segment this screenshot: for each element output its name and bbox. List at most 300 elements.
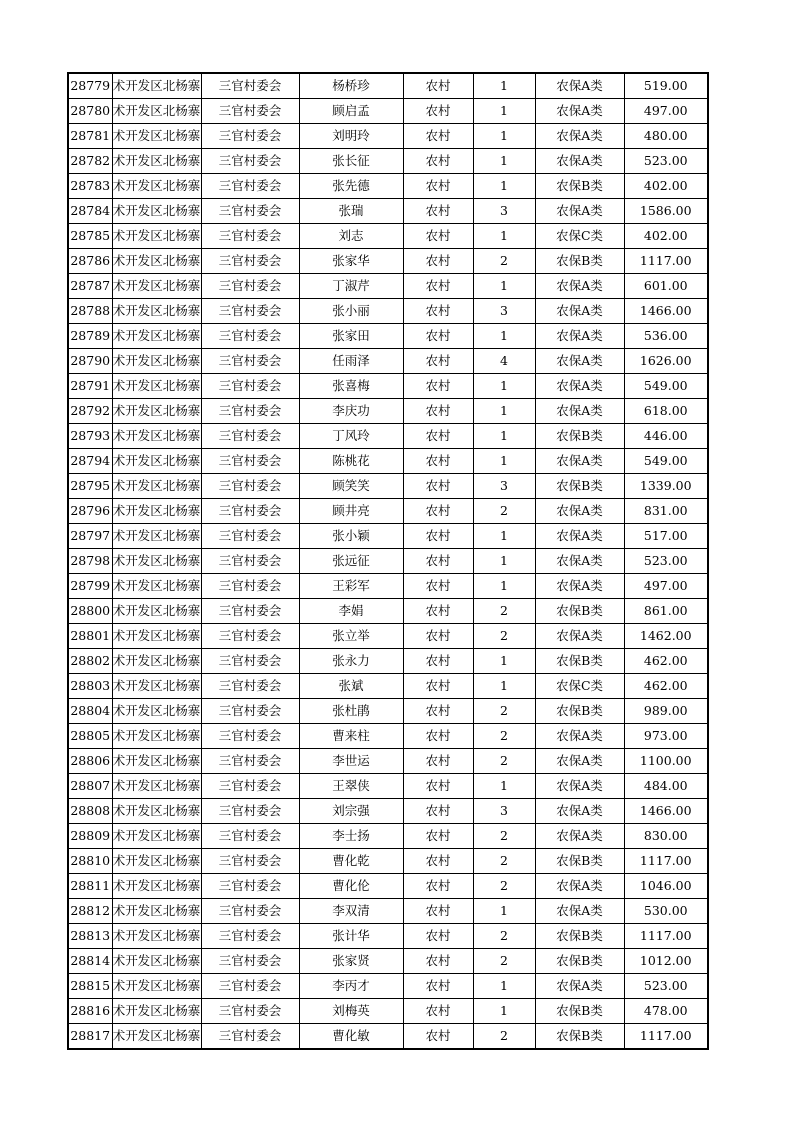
village-committee-cell: 三官村委会 xyxy=(201,549,299,574)
table-row xyxy=(68,874,708,899)
town-cell: 术开发区北杨寨 xyxy=(112,399,201,424)
town-cell: 术开发区北杨寨 xyxy=(112,73,201,99)
member-count-cell: 3 xyxy=(473,474,535,499)
table-row xyxy=(68,574,708,599)
record-id-cell: 28801 xyxy=(68,624,112,649)
record-id-cell: 28805 xyxy=(68,724,112,749)
village-committee-cell: 三官村委会 xyxy=(201,999,299,1024)
record-id-cell: 28815 xyxy=(68,974,112,999)
household-type-cell: 农村 xyxy=(403,774,473,799)
record-id-cell: 28784 xyxy=(68,199,112,224)
member-count-cell: 1 xyxy=(473,999,535,1024)
table-row xyxy=(68,799,708,824)
amount-cell: 462.00 xyxy=(624,649,708,674)
record-id-cell: 28783 xyxy=(68,174,112,199)
table-row xyxy=(68,524,708,549)
member-count-cell: 1 xyxy=(473,649,535,674)
household-type-cell: 农村 xyxy=(403,449,473,474)
village-committee-cell: 三官村委会 xyxy=(201,899,299,924)
village-committee-cell: 三官村委会 xyxy=(201,249,299,274)
member-count-cell: 2 xyxy=(473,849,535,874)
member-count-cell: 2 xyxy=(473,599,535,624)
town-cell: 术开发区北杨寨 xyxy=(112,724,201,749)
member-count-cell: 1 xyxy=(473,224,535,249)
member-count-cell: 1 xyxy=(473,674,535,699)
village-committee-cell: 三官村委会 xyxy=(201,99,299,124)
record-id-cell: 28782 xyxy=(68,149,112,174)
name-cell: 曹化敏 xyxy=(299,1024,403,1050)
name-cell: 张永力 xyxy=(299,649,403,674)
subsidy-table xyxy=(67,72,709,1050)
amount-cell: 523.00 xyxy=(624,149,708,174)
village-committee-cell: 三官村委会 xyxy=(201,299,299,324)
amount-cell: 523.00 xyxy=(624,549,708,574)
member-count-cell: 1 xyxy=(473,549,535,574)
member-count-cell: 2 xyxy=(473,949,535,974)
insurance-category-cell: 农保A类 xyxy=(535,499,624,524)
member-count-cell: 1 xyxy=(473,774,535,799)
member-count-cell: 1 xyxy=(473,73,535,99)
table-row xyxy=(68,1024,708,1050)
table-row xyxy=(68,699,708,724)
name-cell: 刘梅英 xyxy=(299,999,403,1024)
table-row xyxy=(68,974,708,999)
record-id-cell: 28804 xyxy=(68,699,112,724)
town-cell: 术开发区北杨寨 xyxy=(112,124,201,149)
town-cell: 术开发区北杨寨 xyxy=(112,249,201,274)
amount-cell: 973.00 xyxy=(624,724,708,749)
town-cell: 术开发区北杨寨 xyxy=(112,974,201,999)
amount-cell: 1046.00 xyxy=(624,874,708,899)
record-id-cell: 28806 xyxy=(68,749,112,774)
record-id-cell: 28785 xyxy=(68,224,112,249)
table-row xyxy=(68,274,708,299)
household-type-cell: 农村 xyxy=(403,924,473,949)
amount-cell: 1117.00 xyxy=(624,849,708,874)
village-committee-cell: 三官村委会 xyxy=(201,349,299,374)
amount-cell: 831.00 xyxy=(624,499,708,524)
town-cell: 术开发区北杨寨 xyxy=(112,824,201,849)
table-row xyxy=(68,299,708,324)
household-type-cell: 农村 xyxy=(403,724,473,749)
household-type-cell: 农村 xyxy=(403,474,473,499)
town-cell: 术开发区北杨寨 xyxy=(112,849,201,874)
table-row xyxy=(68,124,708,149)
record-id-cell: 28813 xyxy=(68,924,112,949)
table-row xyxy=(68,399,708,424)
record-id-cell: 28792 xyxy=(68,399,112,424)
member-count-cell: 1 xyxy=(473,449,535,474)
name-cell: 张家华 xyxy=(299,249,403,274)
table-row xyxy=(68,949,708,974)
town-cell: 术开发区北杨寨 xyxy=(112,524,201,549)
member-count-cell: 2 xyxy=(473,249,535,274)
table-row xyxy=(68,99,708,124)
name-cell: 曹化伦 xyxy=(299,874,403,899)
amount-cell: 484.00 xyxy=(624,774,708,799)
table-row xyxy=(68,374,708,399)
insurance-category-cell: 农保A类 xyxy=(535,574,624,599)
amount-cell: 1117.00 xyxy=(624,249,708,274)
amount-cell: 1466.00 xyxy=(624,299,708,324)
insurance-category-cell: 农保A类 xyxy=(535,874,624,899)
village-committee-cell: 三官村委会 xyxy=(201,374,299,399)
record-id-cell: 28814 xyxy=(68,949,112,974)
record-id-cell: 28812 xyxy=(68,899,112,924)
record-id-cell: 28791 xyxy=(68,374,112,399)
household-type-cell: 农村 xyxy=(403,674,473,699)
household-type-cell: 农村 xyxy=(403,99,473,124)
insurance-category-cell: 农保B类 xyxy=(535,424,624,449)
insurance-category-cell: 农保A类 xyxy=(535,749,624,774)
town-cell: 术开发区北杨寨 xyxy=(112,874,201,899)
member-count-cell: 1 xyxy=(473,374,535,399)
member-count-cell: 1 xyxy=(473,524,535,549)
household-type-cell: 农村 xyxy=(403,1024,473,1050)
name-cell: 王翠侠 xyxy=(299,774,403,799)
amount-cell: 1586.00 xyxy=(624,199,708,224)
member-count-cell: 2 xyxy=(473,874,535,899)
insurance-category-cell: 农保A类 xyxy=(535,774,624,799)
village-committee-cell: 三官村委会 xyxy=(201,799,299,824)
insurance-category-cell: 农保A类 xyxy=(535,73,624,99)
town-cell: 术开发区北杨寨 xyxy=(112,649,201,674)
record-id-cell: 28811 xyxy=(68,874,112,899)
name-cell: 张家田 xyxy=(299,324,403,349)
village-committee-cell: 三官村委会 xyxy=(201,124,299,149)
name-cell: 刘明玲 xyxy=(299,124,403,149)
village-committee-cell: 三官村委会 xyxy=(201,749,299,774)
amount-cell: 1466.00 xyxy=(624,799,708,824)
household-type-cell: 农村 xyxy=(403,324,473,349)
table-row xyxy=(68,199,708,224)
table-row xyxy=(68,724,708,749)
insurance-category-cell: 农保A类 xyxy=(535,374,624,399)
household-type-cell: 农村 xyxy=(403,549,473,574)
record-id-cell: 28788 xyxy=(68,299,112,324)
household-type-cell: 农村 xyxy=(403,199,473,224)
amount-cell: 1117.00 xyxy=(624,924,708,949)
insurance-category-cell: 农保B类 xyxy=(535,1024,624,1050)
household-type-cell: 农村 xyxy=(403,699,473,724)
member-count-cell: 1 xyxy=(473,424,535,449)
name-cell: 张立举 xyxy=(299,624,403,649)
name-cell: 李庆功 xyxy=(299,399,403,424)
table-row xyxy=(68,449,708,474)
insurance-category-cell: 农保B类 xyxy=(535,249,624,274)
amount-cell: 478.00 xyxy=(624,999,708,1024)
name-cell: 张家贤 xyxy=(299,949,403,974)
name-cell: 张瑞 xyxy=(299,199,403,224)
insurance-category-cell: 农保A类 xyxy=(535,549,624,574)
member-count-cell: 1 xyxy=(473,149,535,174)
amount-cell: 601.00 xyxy=(624,274,708,299)
village-committee-cell: 三官村委会 xyxy=(201,774,299,799)
member-count-cell: 2 xyxy=(473,924,535,949)
table-row xyxy=(68,499,708,524)
village-committee-cell: 三官村委会 xyxy=(201,674,299,699)
village-committee-cell: 三官村委会 xyxy=(201,274,299,299)
member-count-cell: 1 xyxy=(473,574,535,599)
household-type-cell: 农村 xyxy=(403,399,473,424)
name-cell: 任雨泽 xyxy=(299,349,403,374)
insurance-category-cell: 农保B类 xyxy=(535,924,624,949)
household-type-cell: 农村 xyxy=(403,749,473,774)
town-cell: 术开发区北杨寨 xyxy=(112,199,201,224)
member-count-cell: 1 xyxy=(473,324,535,349)
town-cell: 术开发区北杨寨 xyxy=(112,924,201,949)
town-cell: 术开发区北杨寨 xyxy=(112,574,201,599)
record-id-cell: 28781 xyxy=(68,124,112,149)
town-cell: 术开发区北杨寨 xyxy=(112,374,201,399)
name-cell: 张喜梅 xyxy=(299,374,403,399)
town-cell: 术开发区北杨寨 xyxy=(112,149,201,174)
record-id-cell: 28780 xyxy=(68,99,112,124)
record-id-cell: 28790 xyxy=(68,349,112,374)
name-cell: 顾笑笑 xyxy=(299,474,403,499)
village-committee-cell: 三官村委会 xyxy=(201,73,299,99)
village-committee-cell: 三官村委会 xyxy=(201,524,299,549)
insurance-category-cell: 农保A类 xyxy=(535,99,624,124)
table-row xyxy=(68,424,708,449)
town-cell: 术开发区北杨寨 xyxy=(112,599,201,624)
member-count-cell: 2 xyxy=(473,749,535,774)
town-cell: 术开发区北杨寨 xyxy=(112,549,201,574)
insurance-category-cell: 农保B类 xyxy=(535,999,624,1024)
record-id-cell: 28779 xyxy=(68,73,112,99)
member-count-cell: 3 xyxy=(473,799,535,824)
town-cell: 术开发区北杨寨 xyxy=(112,999,201,1024)
village-committee-cell: 三官村委会 xyxy=(201,499,299,524)
name-cell: 张斌 xyxy=(299,674,403,699)
name-cell: 杨桥珍 xyxy=(299,73,403,99)
table-row xyxy=(68,999,708,1024)
town-cell: 术开发区北杨寨 xyxy=(112,949,201,974)
insurance-category-cell: 农保A类 xyxy=(535,274,624,299)
name-cell: 刘志 xyxy=(299,224,403,249)
name-cell: 李娟 xyxy=(299,599,403,624)
village-committee-cell: 三官村委会 xyxy=(201,849,299,874)
name-cell: 张先德 xyxy=(299,174,403,199)
record-id-cell: 28798 xyxy=(68,549,112,574)
record-id-cell: 28817 xyxy=(68,1024,112,1050)
insurance-category-cell: 农保B类 xyxy=(535,949,624,974)
village-committee-cell: 三官村委会 xyxy=(201,424,299,449)
insurance-category-cell: 农保A类 xyxy=(535,124,624,149)
village-committee-cell: 三官村委会 xyxy=(201,1024,299,1050)
household-type-cell: 农村 xyxy=(403,824,473,849)
amount-cell: 861.00 xyxy=(624,599,708,624)
record-id-cell: 28816 xyxy=(68,999,112,1024)
table-row xyxy=(68,224,708,249)
household-type-cell: 农村 xyxy=(403,224,473,249)
insurance-category-cell: 农保A类 xyxy=(535,974,624,999)
household-type-cell: 农村 xyxy=(403,149,473,174)
record-id-cell: 28796 xyxy=(68,499,112,524)
town-cell: 术开发区北杨寨 xyxy=(112,474,201,499)
amount-cell: 517.00 xyxy=(624,524,708,549)
member-count-cell: 1 xyxy=(473,99,535,124)
insurance-category-cell: 农保A类 xyxy=(535,799,624,824)
insurance-category-cell: 农保A类 xyxy=(535,324,624,349)
village-committee-cell: 三官村委会 xyxy=(201,449,299,474)
town-cell: 术开发区北杨寨 xyxy=(112,749,201,774)
name-cell: 张远征 xyxy=(299,549,403,574)
record-id-cell: 28807 xyxy=(68,774,112,799)
amount-cell: 480.00 xyxy=(624,124,708,149)
name-cell: 张小颖 xyxy=(299,524,403,549)
town-cell: 术开发区北杨寨 xyxy=(112,274,201,299)
household-type-cell: 农村 xyxy=(403,374,473,399)
record-id-cell: 28800 xyxy=(68,599,112,624)
village-committee-cell: 三官村委会 xyxy=(201,324,299,349)
table-row xyxy=(68,349,708,374)
name-cell: 陈桃花 xyxy=(299,449,403,474)
amount-cell: 402.00 xyxy=(624,224,708,249)
town-cell: 术开发区北杨寨 xyxy=(112,499,201,524)
name-cell: 曹来柱 xyxy=(299,724,403,749)
insurance-category-cell: 农保A类 xyxy=(535,449,624,474)
member-count-cell: 4 xyxy=(473,349,535,374)
table-row xyxy=(68,774,708,799)
insurance-category-cell: 农保A类 xyxy=(535,349,624,374)
village-committee-cell: 三官村委会 xyxy=(201,724,299,749)
name-cell: 李双清 xyxy=(299,899,403,924)
insurance-category-cell: 农保A类 xyxy=(535,399,624,424)
amount-cell: 536.00 xyxy=(624,324,708,349)
household-type-cell: 农村 xyxy=(403,349,473,374)
household-type-cell: 农村 xyxy=(403,124,473,149)
amount-cell: 1462.00 xyxy=(624,624,708,649)
table-row xyxy=(68,599,708,624)
insurance-category-cell: 农保B类 xyxy=(535,599,624,624)
amount-cell: 1117.00 xyxy=(624,1024,708,1050)
name-cell: 张长征 xyxy=(299,149,403,174)
household-type-cell: 农村 xyxy=(403,899,473,924)
record-id-cell: 28808 xyxy=(68,799,112,824)
amount-cell: 1100.00 xyxy=(624,749,708,774)
table-row xyxy=(68,624,708,649)
household-type-cell: 农村 xyxy=(403,249,473,274)
town-cell: 术开发区北杨寨 xyxy=(112,299,201,324)
table-row xyxy=(68,824,708,849)
name-cell: 李士扬 xyxy=(299,824,403,849)
member-count-cell: 2 xyxy=(473,724,535,749)
member-count-cell: 2 xyxy=(473,499,535,524)
member-count-cell: 3 xyxy=(473,299,535,324)
member-count-cell: 1 xyxy=(473,399,535,424)
record-id-cell: 28809 xyxy=(68,824,112,849)
town-cell: 术开发区北杨寨 xyxy=(112,674,201,699)
village-committee-cell: 三官村委会 xyxy=(201,149,299,174)
member-count-cell: 1 xyxy=(473,974,535,999)
amount-cell: 989.00 xyxy=(624,699,708,724)
household-type-cell: 农村 xyxy=(403,299,473,324)
household-type-cell: 农村 xyxy=(403,949,473,974)
insurance-category-cell: 农保C类 xyxy=(535,224,624,249)
amount-cell: 402.00 xyxy=(624,174,708,199)
household-type-cell: 农村 xyxy=(403,73,473,99)
village-committee-cell: 三官村委会 xyxy=(201,399,299,424)
table-row xyxy=(68,73,708,99)
village-committee-cell: 三官村委会 xyxy=(201,574,299,599)
table-row xyxy=(68,549,708,574)
town-cell: 术开发区北杨寨 xyxy=(112,449,201,474)
town-cell: 术开发区北杨寨 xyxy=(112,899,201,924)
village-committee-cell: 三官村委会 xyxy=(201,174,299,199)
town-cell: 术开发区北杨寨 xyxy=(112,624,201,649)
town-cell: 术开发区北杨寨 xyxy=(112,699,201,724)
table-row xyxy=(68,174,708,199)
insurance-category-cell: 农保A类 xyxy=(535,899,624,924)
household-type-cell: 农村 xyxy=(403,574,473,599)
household-type-cell: 农村 xyxy=(403,649,473,674)
table-row xyxy=(68,924,708,949)
member-count-cell: 1 xyxy=(473,274,535,299)
village-committee-cell: 三官村委会 xyxy=(201,974,299,999)
member-count-cell: 1 xyxy=(473,899,535,924)
insurance-category-cell: 农保A类 xyxy=(535,724,624,749)
insurance-category-cell: 农保C类 xyxy=(535,674,624,699)
record-id-cell: 28793 xyxy=(68,424,112,449)
insurance-category-cell: 农保B类 xyxy=(535,849,624,874)
village-committee-cell: 三官村委会 xyxy=(201,949,299,974)
name-cell: 李世运 xyxy=(299,749,403,774)
village-committee-cell: 三官村委会 xyxy=(201,474,299,499)
household-type-cell: 农村 xyxy=(403,624,473,649)
table-row xyxy=(68,649,708,674)
village-committee-cell: 三官村委会 xyxy=(201,824,299,849)
amount-cell: 497.00 xyxy=(624,99,708,124)
name-cell: 丁风玲 xyxy=(299,424,403,449)
amount-cell: 519.00 xyxy=(624,73,708,99)
name-cell: 刘宗强 xyxy=(299,799,403,824)
household-type-cell: 农村 xyxy=(403,274,473,299)
amount-cell: 462.00 xyxy=(624,674,708,699)
village-committee-cell: 三官村委会 xyxy=(201,649,299,674)
table-row xyxy=(68,749,708,774)
record-id-cell: 28797 xyxy=(68,524,112,549)
town-cell: 术开发区北杨寨 xyxy=(112,349,201,374)
household-type-cell: 农村 xyxy=(403,799,473,824)
name-cell: 张计华 xyxy=(299,924,403,949)
household-type-cell: 农村 xyxy=(403,999,473,1024)
village-committee-cell: 三官村委会 xyxy=(201,624,299,649)
town-cell: 术开发区北杨寨 xyxy=(112,224,201,249)
member-count-cell: 2 xyxy=(473,1024,535,1050)
insurance-category-cell: 农保B类 xyxy=(535,174,624,199)
town-cell: 术开发区北杨寨 xyxy=(112,1024,201,1050)
town-cell: 术开发区北杨寨 xyxy=(112,424,201,449)
town-cell: 术开发区北杨寨 xyxy=(112,324,201,349)
amount-cell: 830.00 xyxy=(624,824,708,849)
household-type-cell: 农村 xyxy=(403,524,473,549)
table-row xyxy=(68,899,708,924)
insurance-category-cell: 农保B类 xyxy=(535,649,624,674)
village-committee-cell: 三官村委会 xyxy=(201,874,299,899)
member-count-cell: 3 xyxy=(473,199,535,224)
name-cell: 顾井亮 xyxy=(299,499,403,524)
insurance-category-cell: 农保A类 xyxy=(535,824,624,849)
name-cell: 王彩军 xyxy=(299,574,403,599)
record-id-cell: 28789 xyxy=(68,324,112,349)
town-cell: 术开发区北杨寨 xyxy=(112,799,201,824)
record-id-cell: 28810 xyxy=(68,849,112,874)
member-count-cell: 2 xyxy=(473,699,535,724)
town-cell: 术开发区北杨寨 xyxy=(112,774,201,799)
amount-cell: 497.00 xyxy=(624,574,708,599)
member-count-cell: 1 xyxy=(473,124,535,149)
